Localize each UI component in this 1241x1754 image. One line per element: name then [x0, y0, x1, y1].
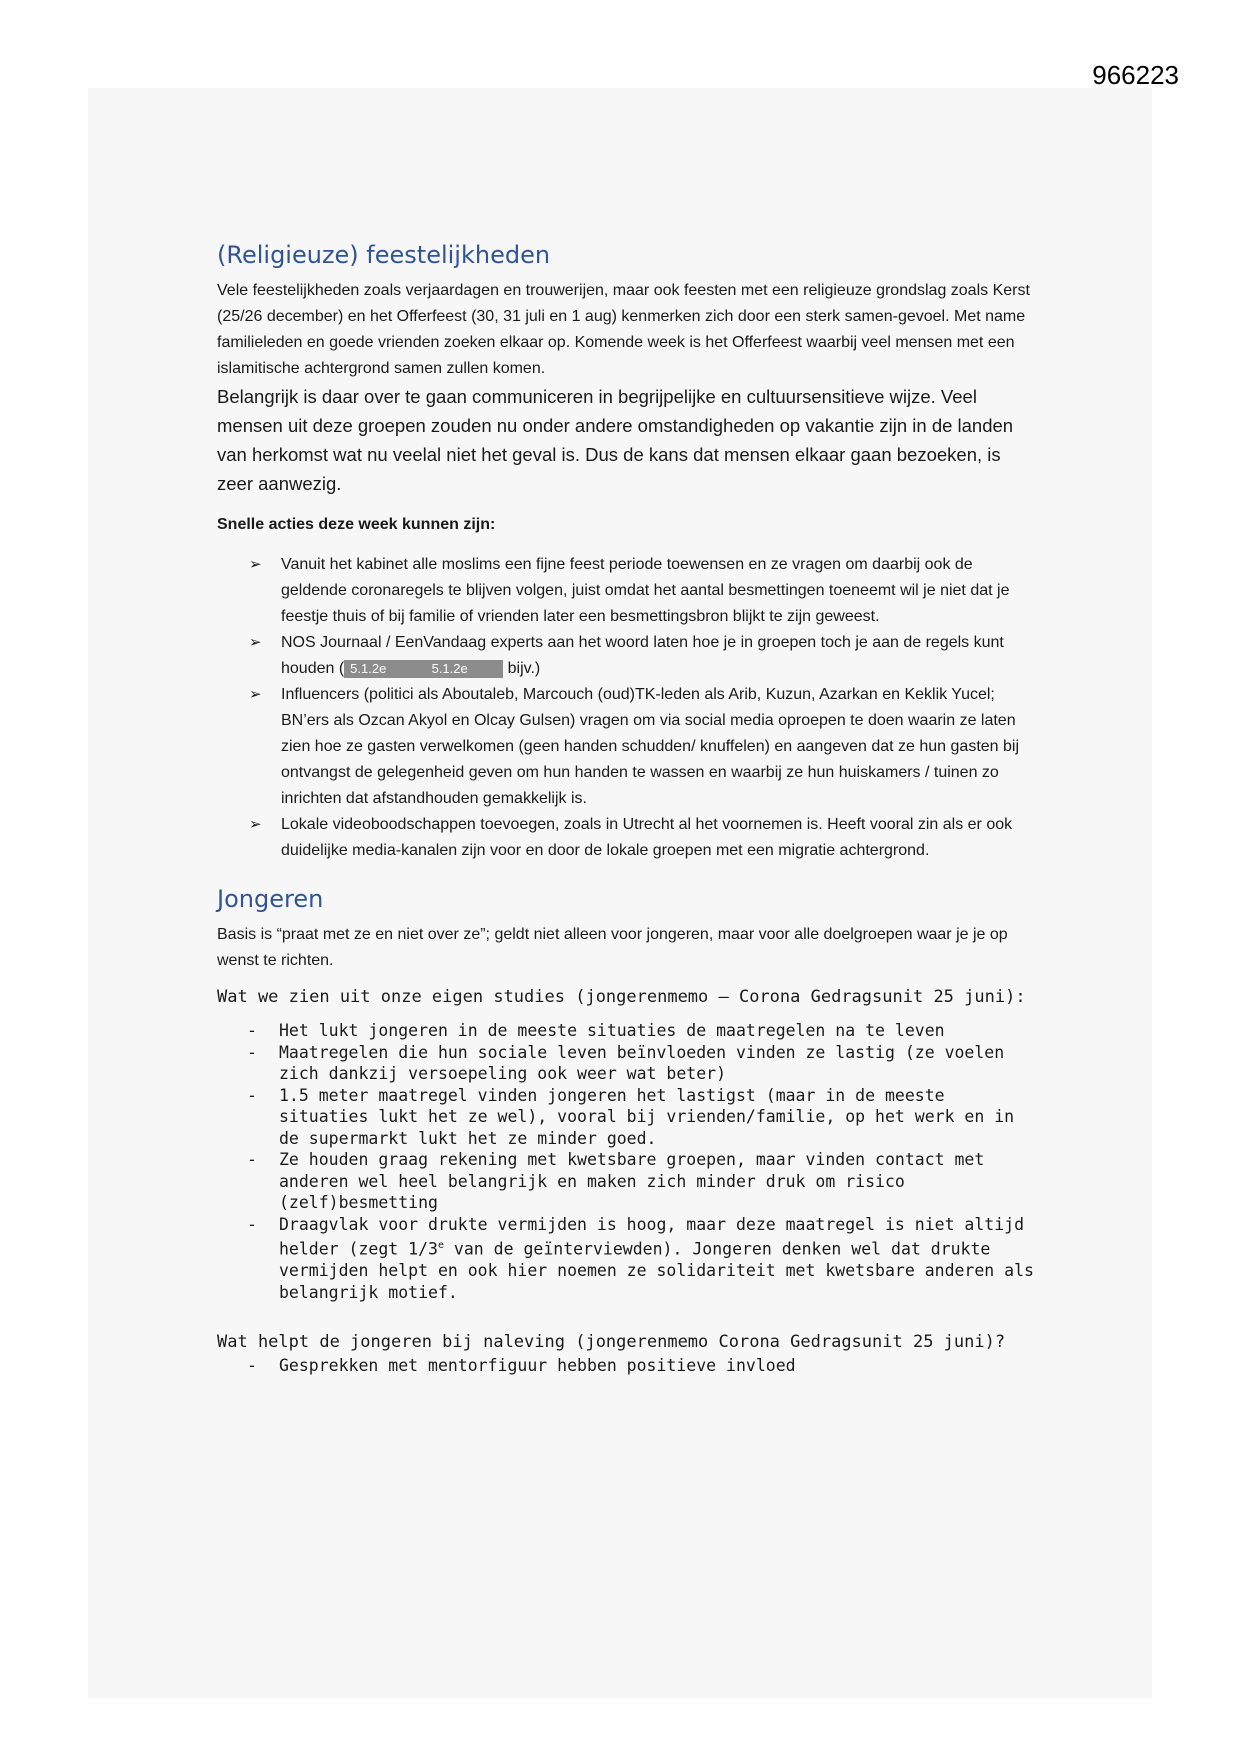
list-item-text: Maatregelen die hun sociale leven beïnvloeden vinden ze lastig (ze voelen zich dankzij versoepeling ook weer wat beter): [279, 1042, 1005, 1083]
document-number: 966223: [1092, 60, 1179, 90]
redaction-box: 5.1.2e: [344, 660, 396, 678]
list-item-text-end: van de geïnterviewden). Jongeren denken wel dat drukte vermijden helpt en ook hier noemen ze solidariteit met kwetsbare anderen als belangrijk motief.: [279, 1239, 1034, 1302]
list-item-text: Ze houden graag rekening met kwetsbare groepen, maar vinden contact met anderen wel heel belangrijk en maken zich minder druk om risico (zelf)besmetting: [279, 1150, 985, 1212]
list-item: [247, 1355, 1037, 1377]
list-item: [247, 1042, 1037, 1085]
list-item-text-end: bijv.): [503, 660, 541, 677]
list-item: [249, 812, 1037, 864]
list-item-text: Draagvlak voor drukte vermijden is hoog, maar deze maatregel is niet altijd helder (zegt 1/3: [279, 1214, 1025, 1259]
list-item: [247, 1085, 1037, 1150]
list-item-text: Influencers (politici als Aboutaleb, Marcouch (oud)TK-leden als Arib, Kuzun, Azarkan en Keklik Yucel; BN’ers als Ozcan Akyol en Olcay Gulsen) vragen om via social media oproepen te doen waarin ze laten zien hoe ze gasten verwelkomen (geen handen schudden/ knuffelen) en aangeven dat ze hun gasten bij ontvangst de gelegenheid geven om hun handen te wassen en waarbij ze hun huiskamers / tuinen zo inrichten dat afstandhouden gemakkelijk is.: [281, 686, 1020, 807]
list-item: [249, 630, 1037, 682]
dash-bullet: -: [247, 1356, 257, 1375]
section-heading-youth: Jongeren: [217, 885, 324, 913]
quick-actions-list: [249, 552, 1037, 864]
list-item-text: Vanuit het kabinet alle moslims een fijne feest periode toewensen en ze vragen om daarbij ook de geldende coronaregels te blijven volgen, juist omdat het aantal besmettingen toeneemt wil je niet dat je feestje thuis of bij familie of vrienden later een besmettingsbron blijkt te zijn geweest.: [281, 556, 1010, 625]
arrow-bullet-icon: ➢: [249, 686, 262, 703]
list-item-text: Gesprekken met mentorfiguur hebben positieve invloed: [279, 1356, 796, 1375]
findings-list: [247, 1020, 1037, 1303]
list-item: [249, 552, 1037, 630]
list-item-text: Het lukt jongeren in de meeste situaties de maatregelen na te leven: [279, 1021, 945, 1040]
list-item-text: 1.5 meter maatregel vinden jongeren het lastigst (maar in de meeste situaties lukt het ze wel), vooral bij vrienden/familie, op het werk en in de supermarkt lukt het ze minder goed.: [279, 1085, 1015, 1148]
redaction-box: 5.1.2e: [396, 660, 503, 678]
list-item: [247, 1020, 1037, 1042]
communication-paragraph: Belangrijk is daar over te gaan communiceren in begrijpelijke en cultuursensitieve wijze. Veel mensen uit deze groepen zouden nu onder andere omstandigheden op vakantie zijn in de landen van herkomst wat nu veelal niet het geval is. Dus de kans dat mensen elkaar gaan bezoeken, is zeer aanwezig.: [217, 386, 1014, 494]
arrow-bullet-icon: ➢: [249, 816, 262, 833]
festivities-paragraph: Vele feestelijkheden zoals verjaardagen en trouwerijen, maar ook feesten met een religieuze grondslag zoals Kerst (25/26 december) en het Offerfeest (30, 31 juli en 1 aug) kenmerken zich door een sterk samen-gevoel. Met name familieleden en goede vrienden zoeken elkaar op. Komende week is het Offerfeest waarbij veel mensen met een islamitische achtergrond samen zullen komen.: [217, 282, 1030, 377]
list-item-text: Lokale videoboodschappen toevoegen, zoals in Utrecht al het voornemen is. Heeft vooral zin als er ook duidelijke media-kanalen zijn voor en door de lokale groepen met een migratie achtergrond.: [281, 816, 1013, 859]
section-heading-religious-festivities: (Religieuze) feestelijkheden: [217, 241, 551, 269]
list-item: [247, 1214, 1037, 1304]
document-body: [217, 240, 1037, 1377]
dash-bullet: -: [247, 1042, 257, 1062]
quick-actions-subheading: Snelle acties deze week kunnen zijn:: [217, 516, 496, 533]
dash-bullet: -: [247, 1214, 257, 1234]
arrow-bullet-icon: ➢: [249, 634, 262, 651]
list-item-text: NOS Journaal / EenVandaag experts aan het woord laten hoe je in groepen toch je aan de regels kunt houden (: [281, 634, 1004, 677]
list-item: [247, 1149, 1037, 1214]
superscript: e: [437, 1240, 444, 1251]
dash-bullet: -: [247, 1150, 257, 1169]
studies-line: Wat we zien uit onze eigen studies (jongerenmemo – Corona Gedragsunit 25 juni):: [217, 987, 1026, 1007]
dash-bullet: -: [247, 1085, 257, 1105]
arrow-bullet-icon: ➢: [249, 556, 262, 573]
dash-bullet: -: [247, 1021, 257, 1040]
list-item: [249, 682, 1037, 812]
help-list: [247, 1355, 1037, 1377]
help-line: Wat helpt de jongeren bij naleving (jongerenmemo Corona Gedragsunit 25 juni)?: [217, 1332, 1006, 1352]
youth-intro-paragraph: Basis is “praat met ze en niet over ze”; geldt niet alleen voor jongeren, maar voor alle doelgroepen waar je je op wenst te richten.: [217, 926, 1008, 969]
